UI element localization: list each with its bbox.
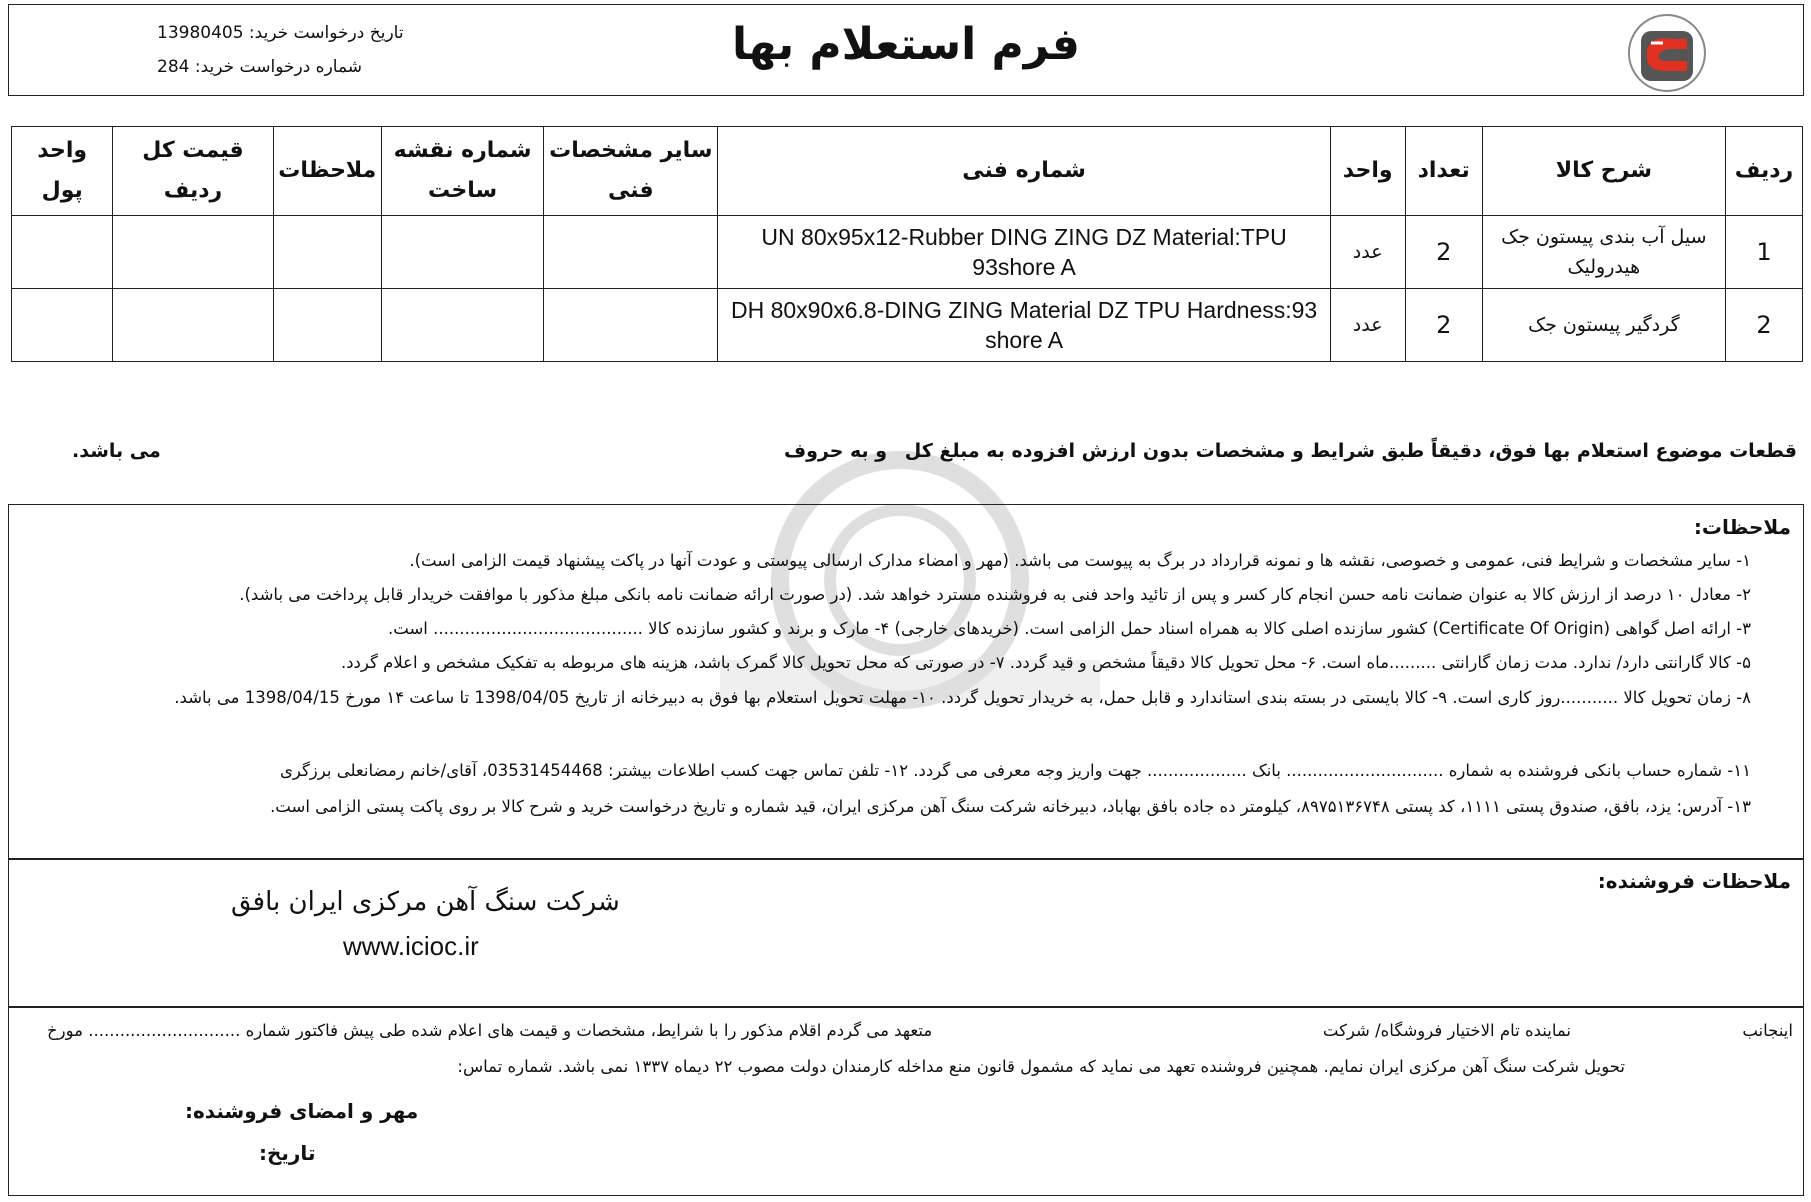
note-item: ۵- کالا گارانتی دارد/ ندارد. مدت زمان گارانتی .........ماه است. ۶- محل تحویل کالا دقیقاً مشخص و قید گردد. ۷- در صورتی که محل تحویل کالا گمرک باشد، هزینه های مربوطه به تفکیک مشخص و اعلام گردد. — [340, 653, 1751, 672]
cell-tech: DH 80x90x6.8-DING ZING Material DZ TPU Hardness:93 shore A — [718, 289, 1330, 362]
seller-seal-label: مهر و امضای فروشنده: — [185, 1099, 419, 1123]
total-amount-words-label: و به حروف — [784, 440, 888, 462]
col-header-drawing: شماره نقشه ساخت — [381, 127, 543, 216]
commitment-text: متعهد می گردم اقلام مذکور را با شرایط، مشخصات و قیمت های اعلام شده طی پیش فاکتور شماره ............................. مورخ — [47, 1021, 933, 1040]
commitment-representative: نماینده تام الاختیار فروشگاه/ شرکت — [1322, 1021, 1571, 1040]
cell-unit: عدد — [1330, 289, 1405, 362]
note-item: ۱۱- شماره حساب بانکی فروشنده به شماره .............................. بانک ................... جهت واریز وجه معرفی می گردد. ۱۲- تلفن تماس جهت کسب اطلاعات بیشتر: 03531454468، آقای/خانم رمضانعلی برزگری — [279, 761, 1751, 780]
seller-commitment-section — [8, 1006, 1804, 1196]
cell-tech: UN 80x95x12-Rubber DING ZING DZ Material:TPU 93shore A — [718, 216, 1330, 289]
notes-section — [8, 504, 1804, 860]
note-item: ۱۳- آدرس: یزد، بافق، صندوق پستی ۱۱۱۱، کد پستی ۸۹۷۵۱۳۶۷۴۸، کیلومتر ده جاده بافق بهاباد، دبیرخانه شرکت سنگ آهن مرکزی ایران، قید شماره و تاریخ درخواست خرید و شرح کالا بر روی پاکت پستی الزامی است. — [270, 797, 1751, 816]
note-item: ۱- سایر مشخصات و شرایط فنی، عمومی و خصوصی، نقشه ها و نمونه قرارداد در برگ به پیوست می باشد. (مهر و امضاء مدارک ارسالی پیوستی و عودت آنها در پاکت پیشنهاد قیمت الزامی است). — [409, 551, 1751, 570]
notes-title: ملاحظات: — [1693, 515, 1791, 539]
table-row — [12, 216, 1803, 289]
cell-qty: 2 — [1405, 289, 1482, 362]
note-item: ۸- زمان تحویل کالا ...........روز کاری است. ۹- کالا بایستی در بسته بندی استاندارد و قابل حمل، به خریدار تحویل گردد. ۱۰- مهلت تحویل استعلام بها فوق به دبیرخانه از تاریخ 1398/04/05 تا ساعت ۱۴ مورخ 1398/04/15 می باشد. — [174, 688, 1751, 707]
total-amount-suffix: می باشد. — [72, 440, 161, 462]
form-title: فرم استعلام بها — [732, 19, 1080, 70]
cell-desc: گردگیر پیستون جک — [1482, 289, 1725, 362]
commitment-text-2: تحویل شرکت سنگ آهن مرکزی ایران نمایم. همچنین فروشنده تعهد می نماید که مشمول قانون منع مداخله کارمندان دولت مصوب ۲۲ دیماه ۱۳۳۷ نمی باشد. شماره تماس: — [457, 1057, 1625, 1076]
request-number: شماره درخواست خرید: 284 — [157, 57, 363, 77]
cell-row: 2 — [1725, 289, 1802, 362]
cell-desc: سیل آب بندی پیستون جک هیدرولیک — [1482, 216, 1725, 289]
cell-other[interactable] — [544, 216, 718, 289]
note-item: ۲- معادل ۱۰ درصد از ارزش کالا به عنوان ضمانت نامه حسن انجام کار کسر و پس از تائید واحد فنی به فروشنده مسترد خواهد شد. (در صورت ارائه ضمانت نامه بانکی مبلغ مذکور با موافقت خریدار قابل پرداخت می باشد). — [239, 585, 1751, 604]
col-header-other: سایر مشخصات فنی — [544, 127, 718, 216]
cell-unit: عدد — [1330, 216, 1405, 289]
col-header-notes: ملاحظات — [273, 127, 381, 216]
company-website: www.icioc.ir — [343, 931, 479, 961]
col-header-unit: واحد — [1330, 127, 1405, 216]
cell-row: 1 — [1725, 216, 1802, 289]
cell-currency[interactable] — [12, 216, 113, 289]
cell-total[interactable] — [113, 216, 273, 289]
col-header-qty: تعداد — [1405, 127, 1482, 216]
cell-drawing[interactable] — [381, 216, 543, 289]
cell-other[interactable] — [544, 289, 718, 362]
table-header-row — [12, 127, 1803, 216]
cell-notes[interactable] — [273, 216, 381, 289]
col-header-total: قیمت کل ردیف — [113, 127, 273, 216]
cell-drawing[interactable] — [381, 289, 543, 362]
cell-qty: 2 — [1405, 216, 1482, 289]
table-row — [12, 289, 1803, 362]
company-name: شرکت سنگ آهن مرکزی ایران بافق — [231, 887, 620, 917]
seller-date-label: تاریخ: — [259, 1141, 316, 1165]
cell-currency[interactable] — [12, 289, 113, 362]
cell-total[interactable] — [113, 289, 273, 362]
commitment-prefix: اینجانب — [1742, 1021, 1793, 1040]
col-header-currency: واحد پول — [12, 127, 113, 216]
form-header — [8, 4, 1804, 96]
col-header-row: ردیف — [1725, 127, 1802, 216]
request-date: تاریخ درخواست خرید: 13980405 — [157, 23, 404, 43]
col-header-desc: شرح کالا — [1482, 127, 1725, 216]
cell-notes[interactable] — [273, 289, 381, 362]
items-table — [11, 126, 1803, 362]
total-amount-label: قطعات موضوع استعلام بها فوق، دقیقاً طبق شرایط و مشخصات بدون ارزش افزوده به مبلغ کل — [904, 440, 1797, 462]
seller-notes-section — [8, 858, 1804, 1008]
note-item: ۳- ارائه اصل گواهی (Certificate Of Origin) کشور سازنده اصلی کالا به همراه اسناد حمل الزامی است. (خریدهای خارجی) ۴- مارک و برند و کشور سازنده کالا ........................................ است. — [388, 619, 1751, 638]
seller-notes-title: ملاحظات فروشنده: — [1597, 869, 1791, 893]
col-header-tech: شماره فنی — [718, 127, 1330, 216]
